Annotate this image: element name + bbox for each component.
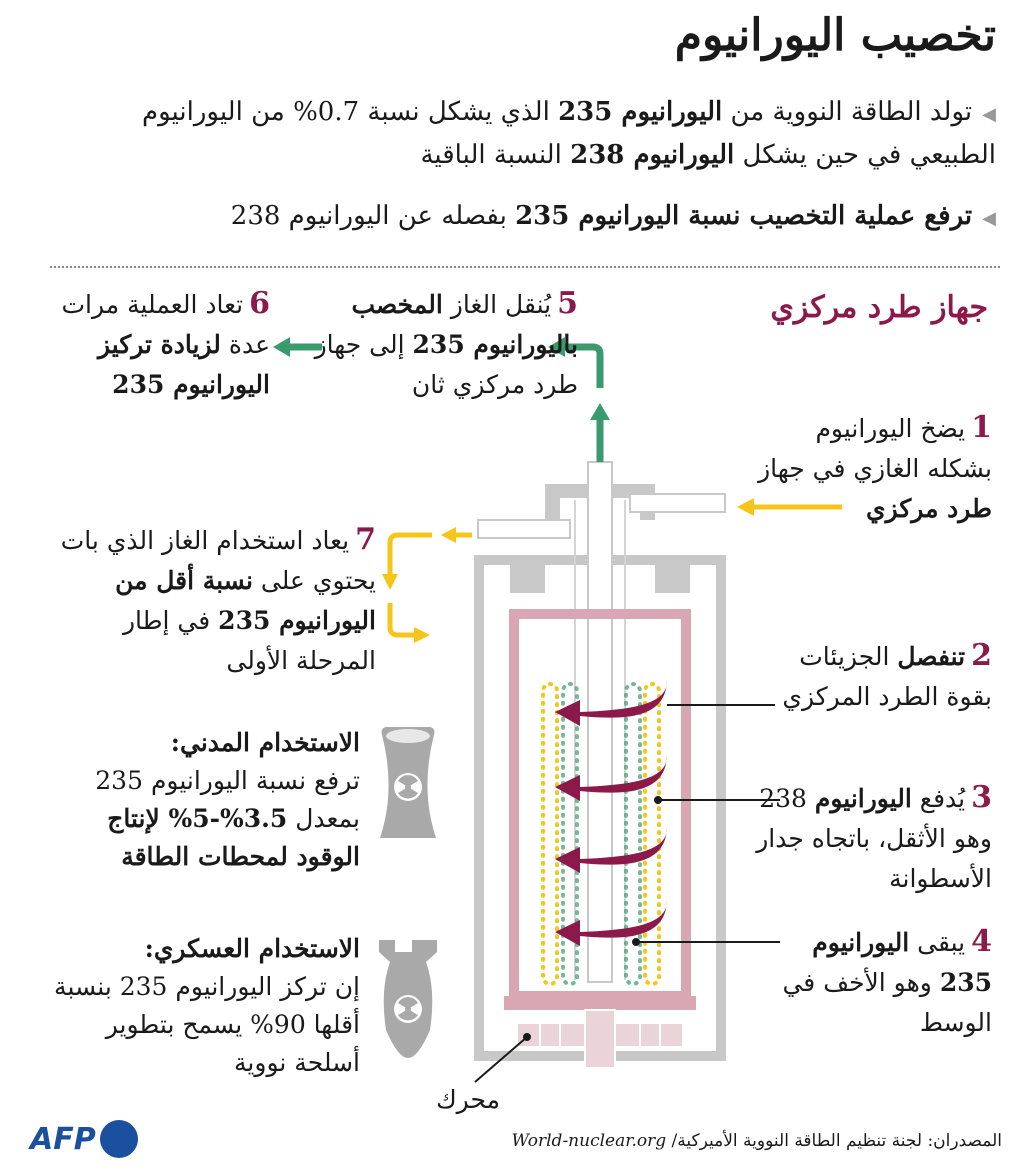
- casing-shoulder-right: [655, 565, 690, 593]
- reuse-arrow: [390, 535, 432, 635]
- step-2: [752, 636, 992, 717]
- bomb-icon: [379, 940, 437, 1058]
- source-site: World-nuclear.org: [511, 1131, 667, 1151]
- step-2-bold: تنفصل: [897, 642, 966, 671]
- bullet-triangle-icon: ◀: [982, 104, 996, 125]
- casing-shoulder-left: [510, 565, 545, 593]
- u238-ring-left: [543, 684, 557, 984]
- waste-pipe: [478, 520, 570, 538]
- source-line: [511, 1131, 1002, 1151]
- step-4-text-b: وهو الأخف في الوسط: [782, 968, 992, 1037]
- step-7-text-b: في إطار المرحلة الأولى: [122, 606, 376, 675]
- step-2-text: الجزيئات بقوة الطرد المركزي: [782, 642, 992, 711]
- step-2-number: 2: [971, 638, 992, 673]
- step-3-bold: اليورانيوم: [814, 784, 912, 813]
- bullet-1-bold-a: اليورانيوم 235: [558, 97, 723, 127]
- civil-use-heading: الاستخدام المدني:: [170, 728, 360, 757]
- step-7: [40, 520, 376, 681]
- step-3-number: 3: [971, 780, 992, 815]
- step-1-number: 1: [971, 410, 992, 445]
- step-6-number: 6: [249, 286, 270, 321]
- step-5-bold: المخصب باليورانيوم 235: [351, 290, 578, 359]
- afp-logo: [30, 1120, 138, 1158]
- step-5-text-b: إلى جهاز طرد مركزي ثان: [314, 330, 578, 399]
- step-1: [752, 408, 992, 529]
- afp-logo-dot: [100, 1120, 138, 1158]
- military-use-text: إن تركز اليورانيوم 235 بنسبة أقلها 90% يسمح بتطوير أسلحة نووية: [54, 972, 360, 1077]
- afp-logo-text: AFP: [30, 1121, 96, 1157]
- bullet-1-text-a: تولد الطاقة النووية من: [722, 97, 973, 127]
- step-4-number: 4: [971, 924, 992, 959]
- step-1-text: يضخ اليورانيوم بشكله الغازي في جهاز: [758, 414, 992, 483]
- motor-label: محرك: [436, 1085, 500, 1114]
- feed-pipe: [630, 494, 725, 512]
- bullet-1-text-c: النسبة الباقية: [420, 140, 571, 170]
- page-title: تخصيب اليورانيوم: [674, 10, 996, 61]
- step-7-number: 7: [355, 522, 376, 557]
- source-label: المصدران: لجنة تنظيم الطاقة النووية الأميركية/: [666, 1131, 1002, 1151]
- civil-use: [40, 724, 360, 876]
- central-tube: [588, 462, 612, 982]
- bullet-1-bold-b: اليورانيوم 238: [570, 140, 735, 170]
- bullet-triangle-icon: ◀: [982, 208, 996, 229]
- civil-use-bold: 3.5%-5% لإنتاج الوقود لمحطات الطاقة: [107, 804, 360, 871]
- step-6-bold: لزيادة تركيز اليورانيوم 235: [97, 330, 270, 399]
- step-7-bold: نسبة أقل من اليورانيوم 235: [115, 566, 376, 635]
- bullet-2-bold: ترفع عملية التخصيب نسبة اليورانيوم 235: [515, 201, 973, 231]
- step-6: [20, 284, 270, 405]
- u238-ring-right: [645, 684, 659, 984]
- military-use: [40, 930, 360, 1082]
- step-5-text-a: يُنقل الغاز: [442, 290, 552, 319]
- step-4-text-a: يبقى: [909, 928, 966, 957]
- step-4-bold: اليورانيوم 235: [812, 928, 992, 997]
- step-3: [752, 778, 992, 899]
- centrifuge-subtitle: جهاز طرد مركزي: [770, 290, 988, 325]
- civil-use-text: ترفع نسبة اليورانيوم 235 بمعدل: [95, 766, 360, 833]
- bullet-1-text-b: الذي يشكل نسبة 0.7% من اليورانيوم الطبيعي في حين يشكل: [142, 97, 996, 170]
- step-5-number: 5: [557, 286, 578, 321]
- step-3-text-b: 238 وهو الأثقل، باتجاه جدار الأسطوانة: [756, 784, 992, 893]
- cooling-tower-icon: [380, 727, 436, 838]
- step-7-text-a: يعاد استخدام الغاز الذي بات يحتوي على: [60, 526, 376, 595]
- rotor-base: [504, 996, 696, 1010]
- bullet-2-text: بفصله عن اليورانيوم 238: [230, 201, 516, 231]
- step-1-bold: طرد مركزي: [866, 494, 992, 523]
- step-5: [300, 284, 578, 405]
- step-3-text-a: يُدفع: [911, 784, 966, 813]
- step-4: [752, 922, 992, 1043]
- military-use-heading: الاستخدام العسكري:: [144, 934, 360, 963]
- step-6-text: تعاد العملية مرات عدة: [61, 290, 270, 359]
